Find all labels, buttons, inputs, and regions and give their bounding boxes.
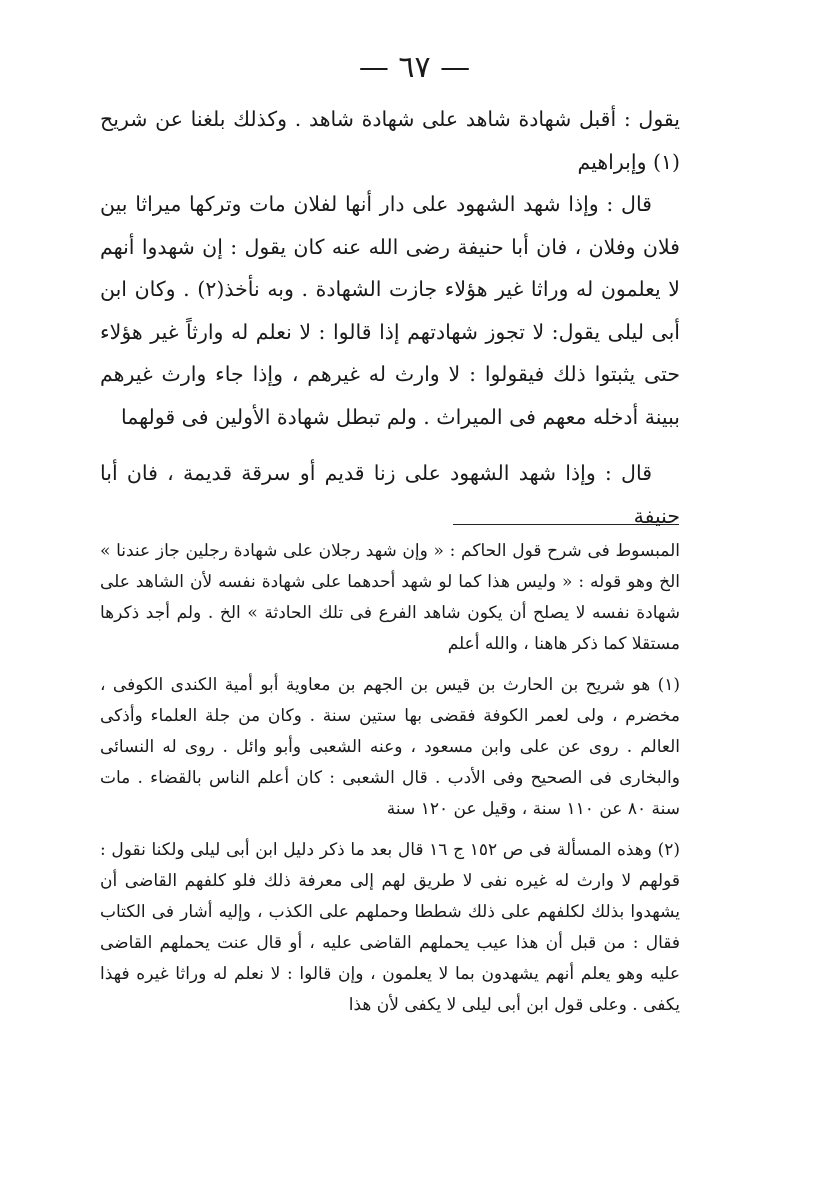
main-text <box>100 98 680 537</box>
footnote-2: (٢) وهذه المسألة فى ص ١٥٢ ج ١٦ قال بعد ما ذكر دليل ابن أبى ليلى ولكنا نقول : قولهم لا وارث له غيره نفى لا طريق لهم إلى معرفة ذلك فلو كلفهم القاضى أن يشهدوا بذلك لكلفهم على ذلك شططا وحملهم على الكذب ، وإليه أشار فى الكتاب فقال : من قبل أن هذا عيب يحملهم القاضى عليه ، أو قال عنت يحملهم القاضى عليه وهو يعلم أنهم يشهدون بما لا يعلمون ، وإن قالوا : لا نعلم له وراثا غيره فهذا يكفى . وعلى قول ابن أبى ليلى لا يكفى لأن هذا <box>100 840 681 1015</box>
footnote-continuation: المبسوط فى شرح قول الحاكم : « وإن شهد رجلان على شهادة رجلين جاز عندنا » الخ وهو قوله : « وليس هذا كما لو شهد أحدهما على شهادة نفسه لأن الشاهد على شهادة نفسه لا يصلح أن يكون شاهد الفرع فى تلك الحادثة » الخ . ولم أجد ذكرها مستقلا كما ذكر هاهنا ، والله أعلم <box>100 541 680 654</box>
footnote-separator <box>453 524 679 525</box>
main-paragraph-3: قال : وإذا شهد الشهود على زنا قديم أو سرقة قديمة ، فان أبا حنيفة <box>100 461 680 528</box>
page-number: — ٦٧ — <box>358 50 471 85</box>
footnotes <box>100 536 680 1021</box>
main-paragraph-2: قال : وإذا شهد الشهود على دار أنها لفلان مات وتركها ميراثا بين فلان وفلان ، فان أبا حنيفة رضى الله عنه كان يقول : إن شهدوا أنهم لا يعلمون له وراثا غير هؤلاء جازت الشهادة . وبه نأخذ(٢) . وكان ابن أبى ليلى يقول: لا تجوز شهادتهم إذا قالوا : لا نعلم له وارثاً غير هؤلاء حتى يثبتوا ذلك فيقولوا : لا وارث له غيرهم ، وإذا جاء وارث غيرهم ببينة أدخله معهم فى الميراث . ولم تبطل شهادة الأولين فى قولهما <box>100 192 681 429</box>
main-paragraph-1: يقول : أقبل شهادة شاهد على شهادة شاهد . وكذلك بلغنا عن شريح (١) وإبراهيم <box>100 107 680 174</box>
footnote-1: (١) هو شريح بن الحارث بن قيس بن الجهم بن معاوية أبو أمية الكندى الكوفى ، مخضرم ، ولى لعمر الكوفة فقضى بها ستين سنة . وكان من جلة العلماء وأذكى العالم . روى عن على وابن مسعود ، وعنه الشعبى وأبو وائل . روى له النسائى والبخارى فى الصحيح وفى الأدب . قال الشعبى : كان أعلم الناس بالقضاء . مات سنة ٨٠ عن ١١٠ سنة ، وقيل عن ١٢٠ سنة <box>100 675 680 819</box>
